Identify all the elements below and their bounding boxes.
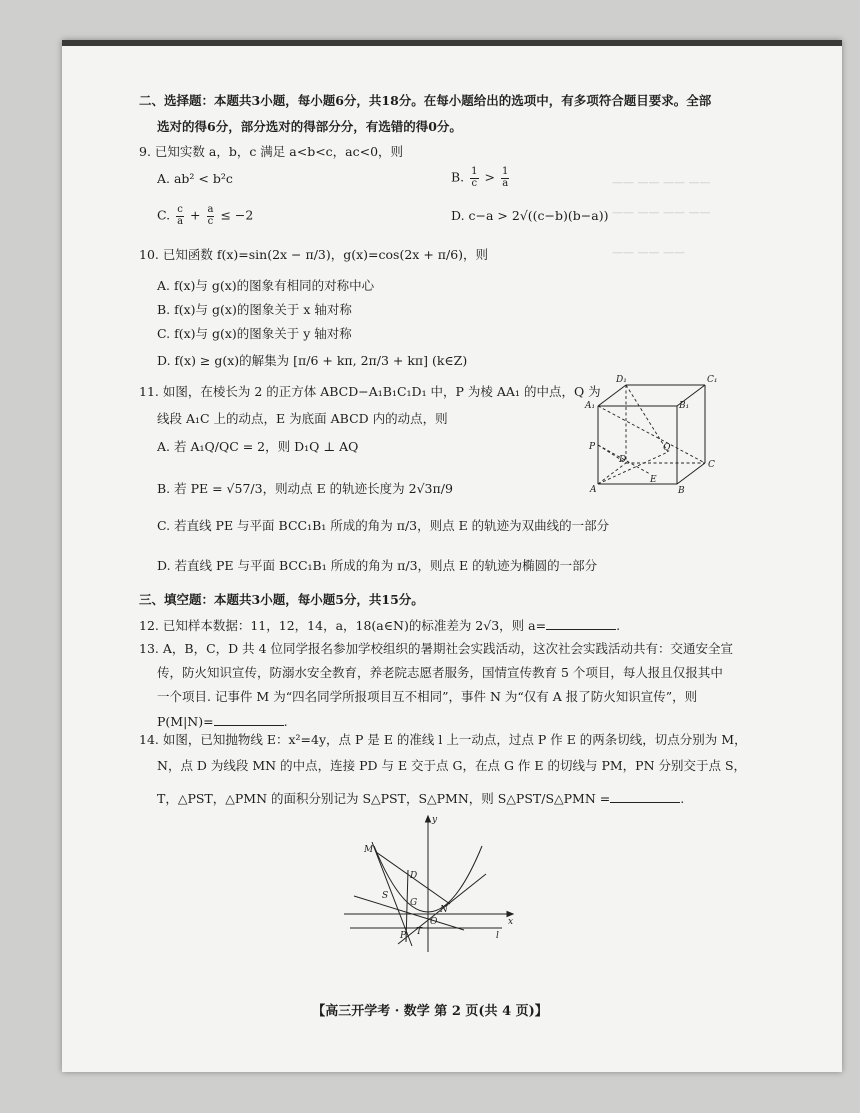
question-11-option-a: A. 若 A₁Q/QC = 2，则 D₁Q ⊥ AQ <box>157 439 359 454</box>
question-13-line1: 13. A，B，C，D 共 4 位同学报名参加学校组织的暑期社会实践活动，这次社会实践活动共有：交通安全宣 <box>139 641 734 656</box>
label-n: N <box>440 905 448 915</box>
label-l: l <box>496 931 499 941</box>
cube-edge-bc <box>677 463 705 484</box>
segment-aq <box>598 452 668 484</box>
bleed-through-text: —— —— —— <box>612 246 685 259</box>
cube-label-b1: B₁ <box>679 401 690 411</box>
parabola-figure <box>336 812 522 962</box>
question-10-option-b: B. f(x)与 g(x)的图象关于 x 轴对称 <box>157 302 352 317</box>
question-14-line1: 14. 如图，已知抛物线 E：x²=4y，点 P 是 E 的准线 l 上一动点，过点 P 作 E 的两条切线，切点分别为 M， <box>139 732 747 747</box>
cube-label-d: D <box>619 455 627 465</box>
cube-label-p: P <box>589 442 596 452</box>
question-11-option-b: B. 若 PE = √57/3，则动点 E 的轨迹长度为 2√3π/9 <box>157 481 453 496</box>
cube-edge-ad-hidden <box>598 463 626 484</box>
page-shadow-edge <box>62 40 842 46</box>
question-13-line2: 传，防火知识宣传，防溺水安全教育，养老院志愿者服务，国情宣传教育 5 个项目，每人报且仅报其中 <box>157 665 723 680</box>
cube-label-a: A <box>590 485 597 495</box>
answer-blank-12[interactable] <box>546 619 616 630</box>
answer-blank-13[interactable] <box>214 715 284 726</box>
question-14-line2: N，点 D 为线段 MN 的中点，连接 PD 与 E 交于点 G，在点 G 作 E 的切线与 PM，PN 分别交于点 S， <box>157 758 747 773</box>
cube-figure <box>580 372 720 502</box>
cube-label-e: E <box>650 475 657 485</box>
question-14-line3 <box>157 792 684 806</box>
section-fill-blank-header: 三、填空题：本题共3小题，每小题5分，共15分。 <box>139 592 424 607</box>
question-14-ratio: T，△PST，△PMN 的面积分别记为 S△PST，S△PMN，则 S△PST/S△PMN = <box>157 791 611 806</box>
question-9-stem: 9. 已知实数 a，b，c 满足 a<b<c，ac<0，则 <box>139 144 404 159</box>
question-12-end: . <box>616 618 621 633</box>
question-12-text: 12. 已知样本数据：11，12，14，a，18(a∈N)的标准差为 2√3，则 a= <box>139 618 547 633</box>
answer-blank-14[interactable] <box>610 792 680 803</box>
question-10-option-c: C. f(x)与 g(x)的图象关于 y 轴对称 <box>157 326 352 341</box>
cube-label-a1: A₁ <box>585 401 596 411</box>
question-13-line4 <box>157 715 288 729</box>
cube-edge-a1d1 <box>598 385 626 406</box>
question-13-prob: P(M|N)= <box>157 714 214 729</box>
segment-d1q <box>626 385 668 452</box>
cube-label-b: B <box>678 486 685 496</box>
question-9-option-a: A. ab² < b²c <box>157 171 233 186</box>
label-p: P <box>400 931 407 941</box>
section-multi-choice-header-cont: 选对的得6分，部分选对的得部分分，有选错的得0分。 <box>157 119 462 134</box>
section-multi-choice-header: 二、选择题：本题共3小题，每小题6分，共18分。在每小题给出的选项中，有多项符合题目要求。全部 <box>139 93 712 108</box>
question-10-stem: 10. 已知函数 f(x)=sin(2x − π/3)，g(x)=cos(2x + π/6)，则 <box>139 247 489 262</box>
label-y: y <box>432 815 438 825</box>
question-9-option-c: C. $\frac{c}{a}$ + $\frac{a}{c}$ ≤ −2 <box>157 204 254 227</box>
label-g: G <box>410 898 418 908</box>
x-axis-arrow <box>507 912 513 917</box>
label-t: T <box>416 927 423 937</box>
label-m: M <box>364 845 374 855</box>
cube-label-c1: C₁ <box>707 375 718 385</box>
question-11-option-d: D. 若直线 PE 与平面 BCC₁B₁ 所成的角为 π/3，则点 E 的轨迹为椭圆的一部分 <box>157 558 598 573</box>
question-13-line3: 一个项目. 记事件 M 为“四名同学所报项目互不相同”，事件 N 为“仅有 A 报了防火知识宣传”，则 <box>157 689 698 704</box>
cube-label-c: C <box>708 460 715 470</box>
question-9-option-b: B. $\frac{1}{c}$ > $\frac{1}{a}$ <box>451 166 509 189</box>
y-axis-arrow <box>426 816 431 822</box>
question-11-stem: 11. 如图，在棱长为 2 的正方体 ABCD−A₁B₁C₁D₁ 中，P 为棱 AA₁ 的中点，Q 为 <box>139 384 601 399</box>
bleed-through-text: —— —— —— —— <box>612 176 711 189</box>
label-s: S <box>382 891 389 901</box>
label-d: D <box>410 871 418 881</box>
cube-label-d1: D₁ <box>616 375 627 385</box>
question-14-end: . <box>680 791 685 806</box>
question-13-end: . <box>283 714 288 729</box>
question-11-option-c: C. 若直线 PE 与平面 BCC₁B₁ 所成的角为 π/3，则点 E 的轨迹为双曲线的一部分 <box>157 518 610 533</box>
cube-label-q: Q <box>663 443 671 453</box>
label-x: x <box>508 917 514 927</box>
question-10-option-d: D. f(x) ≥ g(x)的解集为 [π/6 + kπ, 2π/3 + kπ] (k∈Z) <box>157 353 468 368</box>
bleed-through-text: —— —— —— —— <box>612 206 711 219</box>
question-11-stem-cont: 线段 A₁C 上的动点，E 为底面 ABCD 内的动点，则 <box>157 411 448 426</box>
line-pd <box>406 870 408 942</box>
label-o: O <box>430 917 438 927</box>
question-12 <box>139 619 620 633</box>
question-10-option-a: A. f(x)与 g(x)的图象有相同的对称中心 <box>157 278 375 293</box>
question-9-option-d: D. c−a > 2√((c−b)(b−a)) <box>451 208 609 223</box>
page-footer: 【高三开学考 · 数学 第 2 页(共 4 页)】 <box>312 1004 548 1019</box>
